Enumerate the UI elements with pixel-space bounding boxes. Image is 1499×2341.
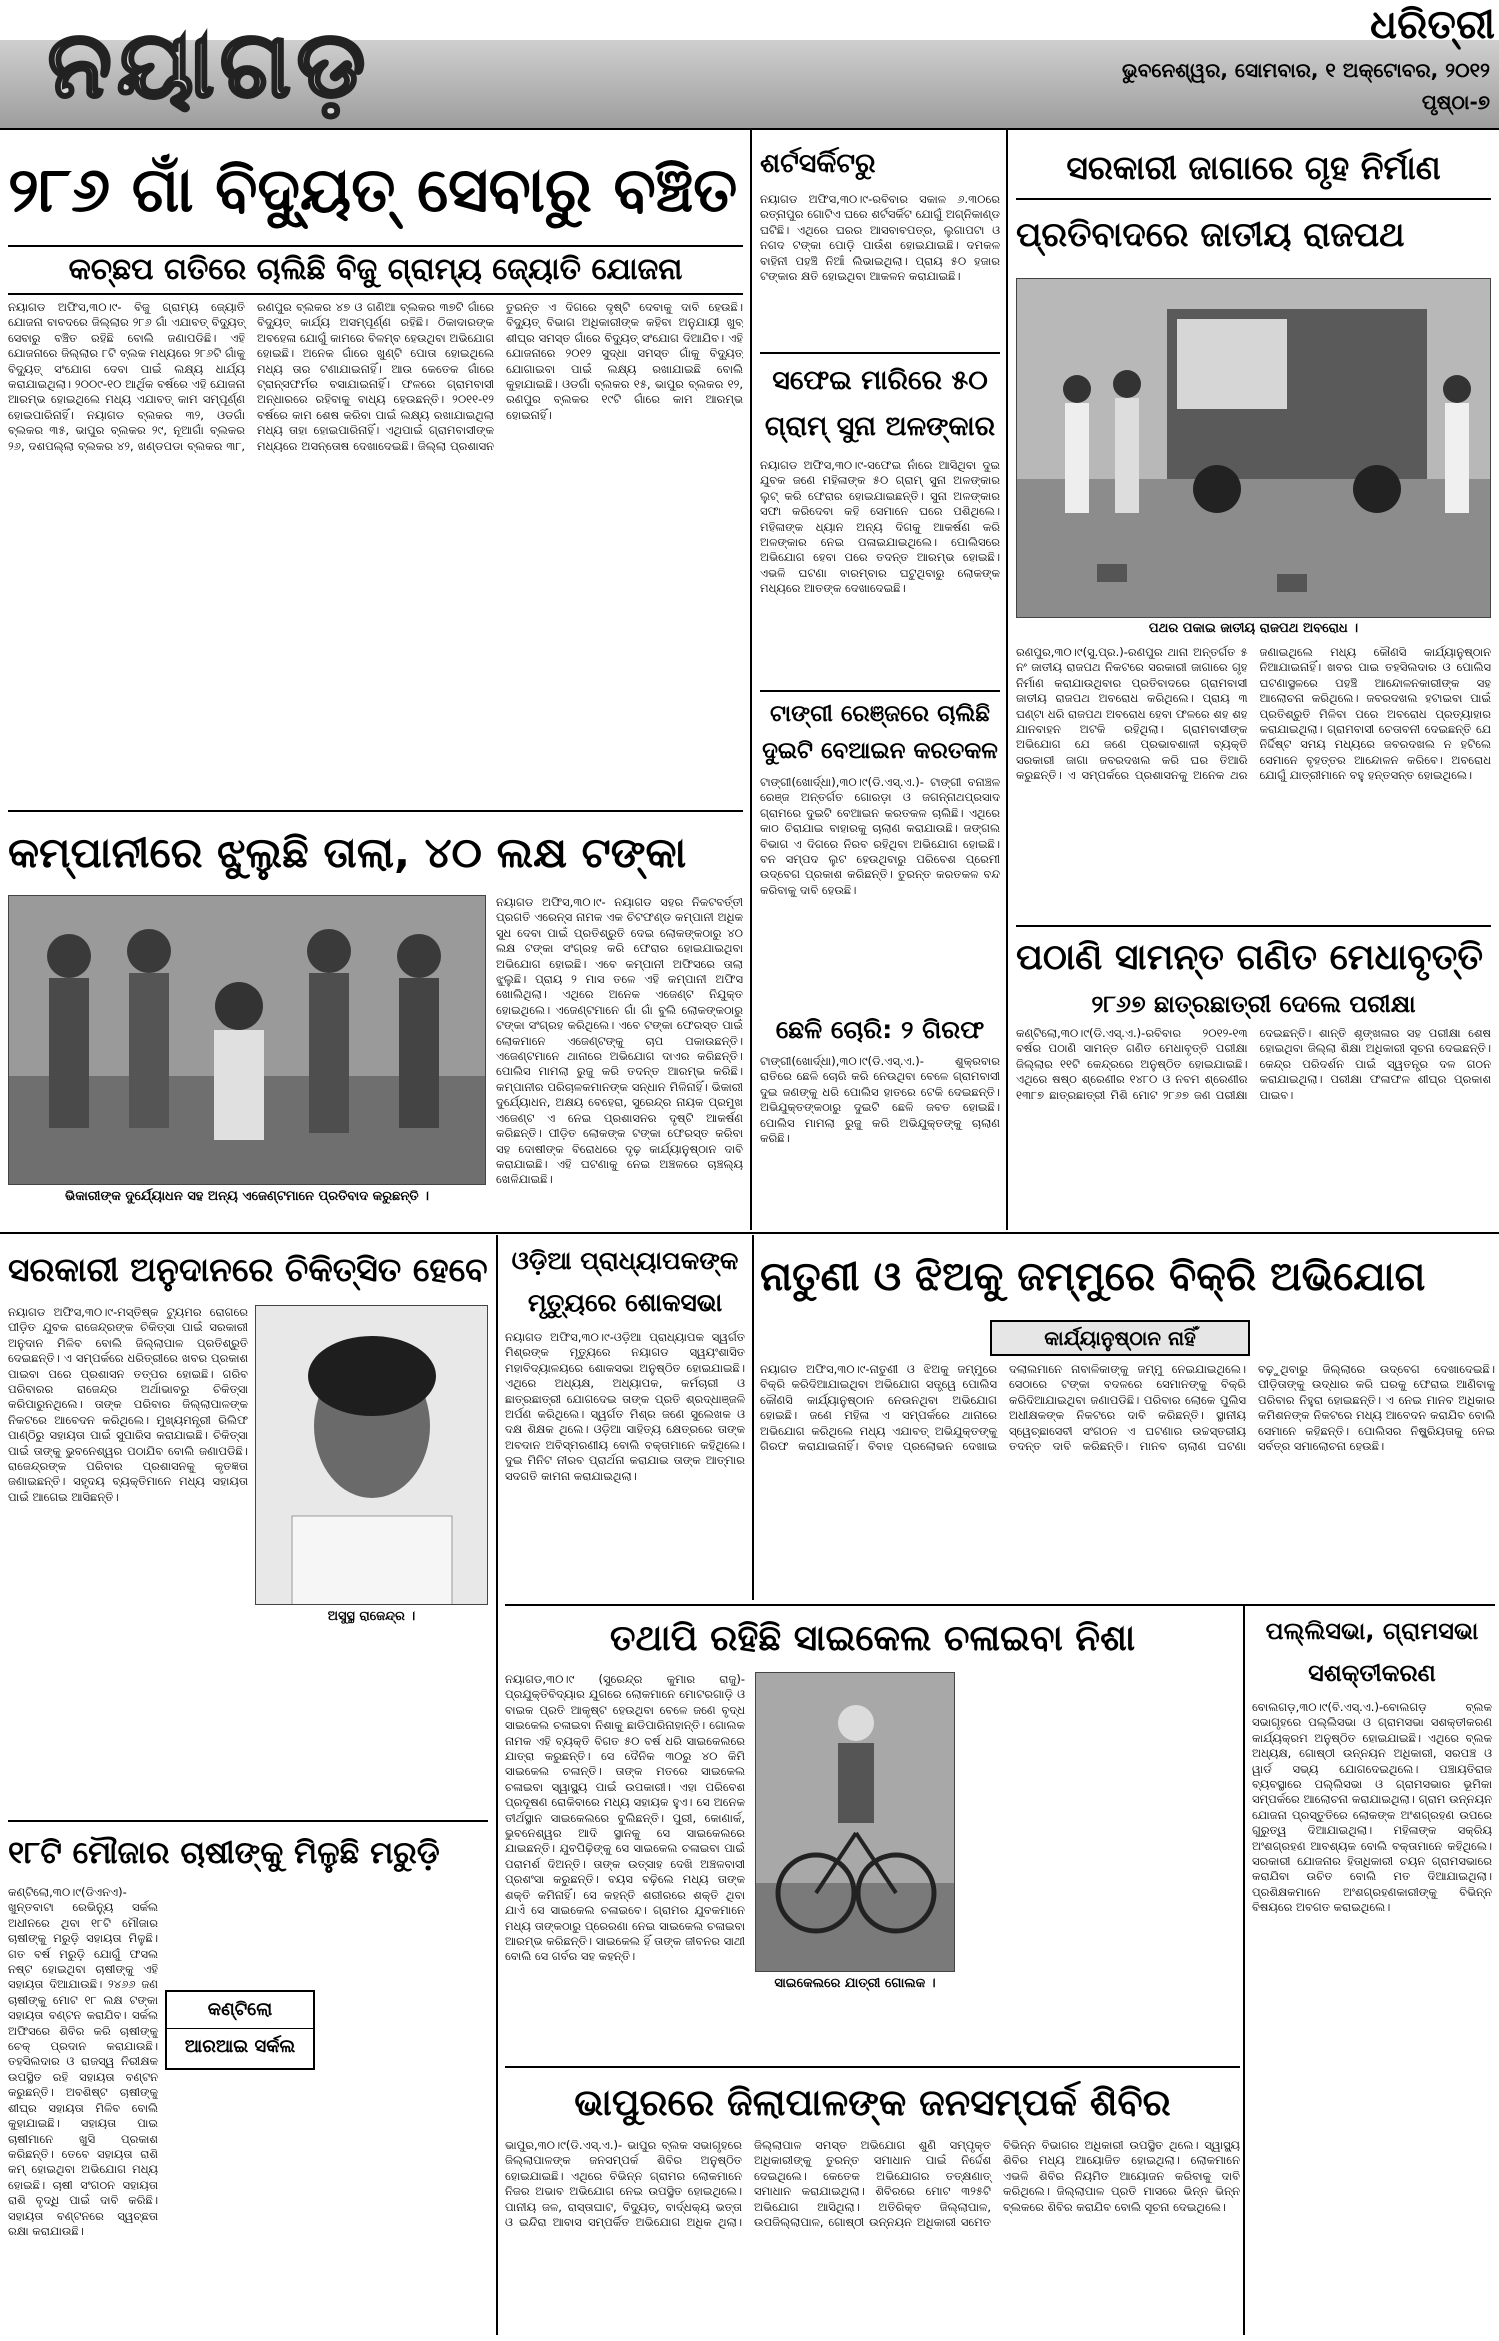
article-8-headline-box	[1016, 930, 1491, 985]
article-2-caption: ଭିକାରୀଙ୍କ ଦୁର୍ଯ୍ୟୋଧନ ସହ ଅନ୍ୟ ଏଜେଣ୍ଟମାନେ ପ୍ରତିବାଦ କରୁଛନ୍ତି ।	[65, 1189, 429, 1204]
article-6-headline: ଛେଳି ଚୋରି: ୨ ଗିରଫ	[775, 1015, 985, 1044]
article-9-photo	[255, 1305, 488, 1605]
article-16-headline-box	[505, 2072, 1240, 2134]
divider	[0, 1232, 1499, 1234]
column-rule	[496, 1235, 498, 2335]
article-16-headline: ଭାପୁରରେ ଜିଲାପାଳଙ୍କ ଜନସମ୍ପର୍କ ଶିବିର	[574, 2081, 1171, 2124]
article-2-headline-box	[8, 815, 743, 890]
divider	[8, 810, 743, 812]
article-6-headline-box	[760, 1010, 1000, 1050]
article-8-subhead: ୨୮୬୭ ଛାତ୍ରଛାତ୍ରୀ ଦେଲେ ପରୀକ୍ଷା	[1091, 990, 1416, 1018]
article-1-body: ନୟାଗଡ ଅଫିସ,୩୦।୯- ବିଜୁ ଗ୍ରାମ୍ୟ ଜ୍ୟୋତି ଯୋଜନା ବାବଦରେ ଜିଲ୍ଲାର ୨୮୬ ଗାଁ ଏଯାବତ୍ ବିଦ୍ୟୁତ୍ ସେବାରୁ ବଞ୍ଚିତ ରହିଛି ବୋଲି ଜଣାପଡିଛି। ଏହି ଯୋଜନାରେ ଜିଲ୍ଲାର ୮ଟି ବ୍ଲକ ମଧ୍ୟରେ ୨୮୬ଟି ଗାଁକୁ ବିଦ୍ୟୁତ୍ ସଂଯୋଗ ଦେବା ପାଇଁ ଲକ୍ଷ୍ୟ ଧାର୍ଯ୍ୟ କରାଯାଇଥିଲା। ୨୦୦୯-୧୦ ଆର୍ଥିକ ବର୍ଷରେ ଏହି ଯୋଜନା ଆରମ୍ଭ ହୋଇଥିଲେ ମଧ୍ୟ ଏଯାବତ୍ କାମ ସମ୍ପୂର୍ଣ୍ଣ ହୋଇପାରିନାହିଁ। ନୟାଗଡ ବ୍ଲକର ୩୨, ଓଡଗାଁ ବ୍ଲକର ୩୫, ଭାପୁର ବ୍ଲକର ୨୯, ନୂଆଗାଁ ବ୍ଲକର ୨୬, ଦଶପଲ୍ଲା ବ୍ଲକର ୪୨, ଖଣ୍ଡପଡା ବ୍ଲକର ୩୮, ରଣପୁର ବ୍ଲକର ୪୭ ଓ ଗଣିଆ ବ୍ଲକର ୩୭ଟି ଗାଁରେ ବିଦ୍ୟୁତ୍ କାର୍ଯ୍ୟ ଅସମ୍ପୂର୍ଣ୍ଣ ରହିଛି। ଠିକାଦାରଙ୍କ ଅବହେଳା ଯୋଗୁଁ କାମରେ ବିଳମ୍ବ ହେଉଥିବା ଅଭିଯୋଗ ହୋଇଛି। ଅନେକ ଗାଁରେ ଖୁଣ୍ଟି ପୋତା ହୋଇଥିଲେ ମଧ୍ୟ ତାର ଟଣାଯାଇନାହିଁ। ଆଉ କେତେକ ଗାଁରେ ଟ୍ରାନ୍ସଫର୍ମର ବସାଯାଇନାହିଁ। ଫଳରେ ଗ୍ରାମବାସୀ ଅନ୍ଧାରରେ ରହିବାକୁ ବାଧ୍ୟ ହେଉଛନ୍ତି। ୨୦୧୧-୧୨ ବର୍ଷରେ କାମ ଶେଷ କରିବା ପାଇଁ ଲକ୍ଷ୍ୟ ରଖାଯାଇଥିଲା ମଧ୍ୟ ତାହା ହୋଇପାରିନାହିଁ। ଏଥିପାଇଁ ଗ୍ରାମବାସୀଙ୍କ ମଧ୍ୟରେ ଅସନ୍ତୋଷ ଦେଖାଦେଇଛି। ଜିଲ୍ଲା ପ୍ରଶାସନ ତୁରନ୍ତ ଏ ଦିଗରେ ଦୃଷ୍ଟି ଦେବାକୁ ଦାବି ହେଉଛି। ବିଦ୍ୟୁତ୍ ବିଭାଗ ଅଧିକାରୀଙ୍କ କହିବା ଅନୁଯାୟୀ ଖୁବ୍ ଶୀଘ୍ର ସମସ୍ତ ଗାଁରେ ବିଦ୍ୟୁତ୍ ସଂଯୋଗ ଦିଆଯିବ। ଏହି ଯୋଜନାରେ ୨୦୧୨ ସୁଦ୍ଧା ସମସ୍ତ ଗାଁକୁ ବିଦ୍ୟୁତ୍ ଯୋଗାଇବା ପାଇଁ ଲକ୍ଷ୍ୟ ରଖାଯାଇଛି ବୋଲି କୁହାଯାଇଛି। ଓଡଗାଁ ବ୍ଲକର ୧୫, ଭାପୁର ବ୍ଲକର ୧୨, ରଣପୁର ବ୍ଲକର ୧୯ଟି ଗାଁରେ କାମ ଆରମ୍ଭ ହୋଇନାହିଁ।	[8, 300, 743, 453]
article-1-headline: ୨୮୬ ଗାଁ ବିଦ୍ୟୁତ୍ ସେବାରୁ ବଞ୍ଚିତ	[8, 153, 738, 226]
article-12-body: ନୟାଗଡ,୩୦।୯ (ସୁରେନ୍ଦ୍ର କୁମାର ରାଜୁ)- ପ୍ରଯୁକ୍ତିବିଦ୍ୟାର ଯୁଗରେ ଲୋକମାନେ ମୋଟରଗାଡ଼ି ଓ ବାଇକ ପ୍ରତି ଆକୃଷ୍ଟ ହେଉଥିବା ବେଳେ ଜଣେ ବୃଦ୍ଧ ସାଇକେଲ ଚଳାଇବା ନିଶାକୁ ଛାଡିପାରିନାହାନ୍ତି। ଗୋଲକ ନାମକ ଏହି ବ୍ୟକ୍ତି ବିଗତ ୫୦ ବର୍ଷ ଧରି ସାଇକେଲରେ ଯାତ୍ରା କରୁଛନ୍ତି। ସେ ଦୈନିକ ୩୦ରୁ ୪୦ କିମି ସାଇକେଲ ଚଳାନ୍ତି। ତାଙ୍କ ମତରେ ସାଇକେଲ ଚଳାଇବା ସ୍ୱାସ୍ଥ୍ୟ ପାଇଁ ଉପକାରୀ। ଏହା ପରିବେଶ ପ୍ରଦୂଷଣ ରୋକିବାରେ ମଧ୍ୟ ସହାୟକ ହୁଏ। ସେ ଅନେକ ତୀର୍ଥସ୍ଥାନ ସାଇକେଲରେ ବୁଲିଛନ୍ତି। ପୁରୀ, କୋଣାର୍କ, ଭୁବନେଶ୍ୱର ଆଦି ସ୍ଥାନକୁ ସେ ସାଇକେଲରେ ଯାଇଛନ୍ତି। ଯୁବପିଢ଼ିଙ୍କୁ ସେ ସାଇକେଲ ଚଳାଇବା ପାଇଁ ପରାମର୍ଶ ଦିଅନ୍ତି। ତାଙ୍କ ଉତ୍ସାହ ଦେଖି ଅଞ୍ଚଳବାସୀ ପ୍ରଶଂସା କରୁଛନ୍ତି। ବୟସ ବଢ଼ିଲେ ମଧ୍ୟ ତାଙ୍କ ଶକ୍ତି କମିନାହିଁ। ସେ କହନ୍ତି ଶରୀରରେ ଶକ୍ତି ଥିବା ଯାଏଁ ସେ ସାଇକେଲ ଚଳାଇବେ। ଗ୍ରାମର ଯୁବକମାନେ ମଧ୍ୟ ତାଙ୍କଠାରୁ ପ୍ରେରଣା ନେଇ ସାଇକେଲ ଚଳାଇବା ଆରମ୍ଭ କରିଛନ୍ତି। ସାଇକେଲ ହିଁ ତାଙ୍କ ଜୀବନର ସାଥୀ ବୋଲି ସେ ଗର୍ବର ସହ କହନ୍ତି।	[505, 1672, 745, 1964]
article-3-headline-box	[760, 140, 1000, 188]
article-10-body: ନୟାଗଡ ଅଫିସ,୩୦।୯-ଓଡ଼ିଆ ପ୍ରାଧ୍ୟାପକ ସ୍ୱର୍ଗତ ମିଶ୍ରଙ୍କ ମୃତ୍ୟୁରେ ନୟାଗଡ ସ୍ୱୟଂଶାସିତ ମହାବିଦ୍ୟାଳୟରେ ଶୋକସଭା ଅନୁଷ୍ଠିତ ହୋଇଯାଇଛି। ଏଥିରେ ଅଧ୍ୟକ୍ଷ, ଅଧ୍ୟାପକ, କର୍ମଚାରୀ ଓ ଛାତ୍ରଛାତ୍ରୀ ଯୋଗଦେଇ ତାଙ୍କ ପ୍ରତି ଶ୍ରଦ୍ଧାଞ୍ଜଳି ଅର୍ପଣ କରିଥିଲେ। ସ୍ୱର୍ଗତ ମିଶ୍ର ଜଣେ ସୁଲେଖକ ଓ ଦକ୍ଷ ଶିକ୍ଷକ ଥିଲେ। ଓଡ଼ିଆ ସାହିତ୍ୟ କ୍ଷେତ୍ରରେ ତାଙ୍କ ଅବଦାନ ଅବିସ୍ମରଣୀୟ ବୋଲି ବକ୍ତାମାନେ କହିଥିଲେ। ଦୁଇ ମିନିଟ ନୀରବ ପ୍ରାର୍ଥନା କରାଯାଇ ତାଙ୍କ ଆତ୍ମାର ସଦଗତି କାମନା କରାଯାଇଥିଲା।	[505, 1330, 745, 1483]
protest-photo-illustration	[9, 896, 486, 1185]
article-9-headline: ସରକାରୀ ଅନୁଦାନରେ ଚିକିତ୍ସିତ ହେବେ	[8, 1250, 488, 1289]
article-16-body: ଭାପୁର,୩୦।୯(ଡି.ଏସ୍.ଏ.)- ଭାପୁର ବ୍ଲକ ସଭାଗୃହରେ ଜିଲ୍ଲାପାଳଙ୍କ ଜନସମ୍ପର୍କ ଶିବିର ଅନୁଷ୍ଠିତ ହୋଇଯାଇଛି। ଏଥିରେ ବିଭିନ୍ନ ଗ୍ରାମର ଲୋକମାନେ ନିଜର ଅଭାବ ଅଭିଯୋଗ ନେଇ ଉପସ୍ଥିତ ହୋଇଥିଲେ। ପାନୀୟ ଜଳ, ରାସ୍ତାଘାଟ, ବିଦ୍ୟୁତ୍, ବାର୍ଦ୍ଧକ୍ୟ ଭତ୍ତା ଓ ଇନ୍ଦିରା ଆବାସ ସମ୍ପର୍କିତ ଅଭିଯୋଗ ଅଧିକ ଥିଲା। ଜିଲ୍ଲାପାଳ ସମସ୍ତ ଅଭିଯୋଗ ଶୁଣି ସମ୍ପୃକ୍ତ ଅଧିକାରୀଙ୍କୁ ତୁରନ୍ତ ସମାଧାନ ପାଇଁ ନିର୍ଦ୍ଦେଶ ଦେଇଥିଲେ। କେତେକ ଅଭିଯୋଗର ତତ୍କ୍ଷଣାତ୍ ସମାଧାନ କରାଯାଇଥିଲା। ଶିବିରରେ ମୋଟ ୩୨୫ଟି ଅଭିଯୋଗ ଆସିଥିଲା। ଅତିରିକ୍ତ ଜିଲ୍ଲାପାଳ, ଉପଜିଲ୍ଲାପାଳ, ଗୋଷ୍ଠୀ ଉନ୍ନୟନ ଅଧିକାରୀ ସମେତ ବିଭିନ୍ନ ବିଭାଗର ଅଧିକାରୀ ଉପସ୍ଥିତ ଥିଲେ। ସ୍ୱାସ୍ଥ୍ୟ ଶିବିର ମଧ୍ୟ ଆୟୋଜିତ ହୋଇଥିଲା। ଲୋକମାନେ ଏଭଳି ଶିବିର ନିୟମିତ ଆୟୋଜନ କରିବାକୁ ଦାବି କରିଥିଲେ। ଜିଲ୍ଲାପାଳ ପ୍ରତି ମାସରେ ଭିନ୍ନ ଭିନ୍ନ ବ୍ଲକରେ ଶିବିର କରାଯିବ ବୋଲି ସୂଚନା ଦେଇଥିଲେ।	[505, 2138, 1240, 2230]
article-6-body: ଟାଙ୍ଗୀ(ଖୋର୍ଦ୍ଧା),୩୦।୯(ଡି.ଏସ୍.ଏ.)- ଶୁକ୍ରବାର ରାତିରେ ଛେଳି ଚୋରି କରି ନେଉଥିବା ବେଳେ ଗ୍ରାମବାସୀ ଦୁଇ ଜଣଙ୍କୁ ଧରି ପୋଲିସ ହାତରେ ଟେକି ଦେଇଛନ୍ତି। ଅଭିଯୁକ୍ତଙ୍କଠାରୁ ଦୁଇଟି ଛେଳି ଜବତ ହୋଇଛି। ପୋଲିସ ମାମଲା ରୁଜୁ କରି ଅଭିଯୁକ୍ତଙ୍କୁ ଚାଲାଣ କରିଛି।	[760, 1054, 1000, 1146]
divider	[8, 1820, 488, 1822]
page-number: ପୃଷ୍ଠା-୭	[1421, 90, 1490, 114]
article-4-headline-box	[760, 358, 1000, 453]
divider	[505, 2066, 1240, 2068]
dateline: ଭୁବନେଶ୍ୱର, ସୋମବାର, ୧ ଅକ୍ଟୋବର, ୨୦୧୨	[1122, 58, 1490, 82]
article-7-subhead-box	[1016, 198, 1491, 270]
article-8-body: କଣ୍ଟିଲୋ,୩୦।୯(ଡି.ଏସ୍.ଏ.)-ରବିବାର ୨୦୧୨-୧୩ ବର୍ଷର ପଠାଣି ସାମନ୍ତ ଗଣିତ ମେଧାବୃତ୍ତି ପରୀକ୍ଷା ଜିଲ୍ଲାର ୧୧ଟି କେନ୍ଦ୍ରରେ ଅନୁଷ୍ଠିତ ହୋଇଯାଇଛି। ଏଥିରେ ଷଷ୍ଠ ଶ୍ରେଣୀର ୧୪୮୦ ଓ ନବମ ଶ୍ରେଣୀର ୧୩୮୭ ଛାତ୍ରଛାତ୍ରୀ ମିଶି ମୋଟ ୨୮୬୭ ଜଣ ପରୀକ୍ଷା ଦେଇଛନ୍ତି। ଶାନ୍ତି ଶୃଙ୍ଖଳାର ସହ ପରୀକ୍ଷା ଶେଷ ହୋଇଥିବା ଜିଲ୍ଲା ଶିକ୍ଷା ଅଧିକାରୀ ସୂଚନା ଦେଇଛନ୍ତି। କେନ୍ଦ୍ର ପରିଦର୍ଶନ ପାଇଁ ସ୍ୱତନ୍ତ୍ର ଦଳ ଗଠନ କରାଯାଇଥିଲା। ପରୀକ୍ଷା ଫଳାଫଳ ଶୀଘ୍ର ପ୍ରକାଶ ପାଇବ।	[1016, 1026, 1491, 1102]
article-9-body: ନୟାଗଡ ଅଫିସ,୩୦।୯-ମସ୍ତିଷ୍କ ଟ୍ୟୁମର ରୋଗରେ ପୀଡ଼ିତ ଯୁବକ ରାଜେନ୍ଦ୍ରଙ୍କ ଚିକିତ୍ସା ପାଇଁ ସରକାରୀ ଅନୁଦାନ ମିଳିବ ବୋଲି ଜିଲ୍ଲାପାଳ ପ୍ରତିଶ୍ରୁତି ଦେଇଛନ୍ତି। ଏ ସମ୍ପର୍କରେ ଧରିତ୍ରୀରେ ଖବର ପ୍ରକାଶ ପାଇବା ପରେ ପ୍ରଶାସନ ତତ୍ପର ହୋଇଛି। ଗରିବ ପରିବାରର ରାଜେନ୍ଦ୍ର ଅର୍ଥାଭାବରୁ ଚିକିତ୍ସା କରିପାରୁନଥିଲେ। ତାଙ୍କ ପରିବାର ଜିଲ୍ଲାପାଳଙ୍କ ନିକଟରେ ଆବେଦନ କରିଥିଲେ। ମୁଖ୍ୟମନ୍ତ୍ରୀ ରିଲିଫ ପାଣ୍ଠିରୁ ସହାୟତା ପାଇଁ ସୁପାରିସ କରାଯାଇଛି। ଚିକିତ୍ସା ପାଇଁ ତାଙ୍କୁ ଭୁବନେଶ୍ୱର ପଠାଯିବ ବୋଲି ଜଣାପଡିଛି। ରାଜେନ୍ଦ୍ରଙ୍କ ପରିବାର ପ୍ରଶାସନକୁ କୃତଜ୍ଞତା ଜଣାଇଛନ୍ତି। ସହୃଦୟ ବ୍ୟକ୍ତିମାନେ ମଧ୍ୟ ସହାୟତା ପାଇଁ ଆଗେଇ ଆସିଛନ୍ତି।	[8, 1305, 248, 1504]
section-title: ନୟାଗଡ଼	[48, 11, 372, 118]
column-rule	[752, 1235, 754, 1600]
kantilo-label: କଣ୍ଟିଲୋ	[207, 1999, 273, 2020]
article-14-body-continued	[165, 1885, 488, 1985]
article-12-headline: ତଥାପି ରହିଛି ସାଇକେଲ ଚଳାଇବା ନିଶା	[609, 1618, 1136, 1659]
article-5-headline-box	[760, 696, 1000, 771]
article-11-subhead: କାର୍ଯ୍ୟାନୁଷ୍ଠାନ ନାହିଁ	[1044, 1326, 1196, 1350]
article-10-headline-box	[505, 1240, 745, 1325]
newspaper-name: ଧରିତ୍ରୀ	[1370, 2, 1495, 48]
article-11-body: ନୟାଗଡ ଅଫିସ,୩୦।୯-ନାତୁଣୀ ଓ ଝିଅକୁ ଜମ୍ମୁରେ ବିକ୍ରି କରିଦିଆଯାଇଥିବା ଅଭିଯୋଗ ସତ୍ତ୍ୱେ ପୋଲିସ କୌଣସି କାର୍ଯ୍ୟାନୁଷ୍ଠାନ ନେଉନଥିବା ଅଭିଯୋଗ ହୋଇଛି। ଜଣେ ମହିଳା ଏ ସମ୍ପର୍କରେ ଥାନାରେ ଅଭିଯୋଗ କରିଥିଲେ ମଧ୍ୟ ଏଯାବତ୍ ଅଭିଯୁକ୍ତଙ୍କୁ ଗିରଫ କରାଯାଇନାହିଁ। ବିବାହ ପ୍ରଲୋଭନ ଦେଖାଇ ଦଲାଲମାନେ ନାବାଳିକାଙ୍କୁ ଜମ୍ମୁ ନେଇଯାଇଥିଲେ। ସେଠାରେ ଟଙ୍କା ବଦଳରେ ସେମାନଙ୍କୁ ବିକ୍ରି କରିଦିଆଯାଇଥିବା ଜଣାପଡିଛି। ପରିବାର ଲୋକେ ପୁଲିସ ଅଧୀକ୍ଷକଙ୍କ ନିକଟରେ ଦାବି କରିଛନ୍ତି। ସ୍ଥାନୀୟ ସ୍ୱେଚ୍ଛାସେବୀ ସଂଗଠନ ଏ ଘଟଣାର ଉଚ୍ଚସ୍ତରୀୟ ତଦନ୍ତ ଦାବି କରିଛନ୍ତି। ମାନବ ଚାଲାଣ ଘଟଣା ବଢ଼ୁଥିବାରୁ ଜିଲ୍ଲାରେ ଉଦ୍‌ବେଗ ଦେଖାଦେଇଛି। ପୀଡ଼ିତାଙ୍କୁ ଉଦ୍ଧାର କରି ଘରକୁ ଫେରାଇ ଆଣିବାକୁ ପରିବାର ନିହୁରା ହୋଇଛନ୍ତି। ଏ ନେଇ ମାନବ ଅଧିକାର କମିଶନଙ୍କ ନିକଟରେ ମଧ୍ୟ ଆବେଦନ କରାଯିବ ବୋଲି ସେମାନେ କହିଛନ୍ତି। ପୋଲିସର ନିଷ୍କ୍ରିୟତାକୁ ନେଇ ସର୍ବତ୍ର ସମାଲୋଚନା ହେଉଛି।	[760, 1362, 1495, 1454]
divider	[505, 1604, 1495, 1606]
article-8-headline: ପଠାଣି ସାମନ୍ତ ଗଣିତ ମେଧାବୃତ୍ତି	[1016, 937, 1484, 978]
article-13-headline-box	[1252, 1610, 1492, 1695]
divider	[760, 690, 1000, 692]
article-14-headline-box	[8, 1826, 488, 1881]
article-12-headline-box	[505, 1610, 1240, 1668]
column-rule	[750, 130, 752, 1230]
article-5-headline: ଟାଙ୍ଗୀ ରେଞ୍ଜରେ ଚାଲିଛି ଦୁଇଟି ବେଆଇନ କରତକଳ	[762, 701, 998, 764]
article-9-headline-box	[8, 1240, 488, 1300]
article-7-subhead: ପ୍ରତିବାଦରେ ଜାତୀୟ ରାଜପଥ	[1016, 215, 1405, 255]
article-12-caption: ସାଇକେଲରେ ଯାତ୍ରୀ ଗୋଲକ ।	[774, 1976, 936, 1991]
article-7-photo	[1016, 278, 1491, 618]
divider	[760, 352, 1000, 354]
article-7-headline-box	[1016, 140, 1491, 195]
divider	[1016, 925, 1491, 927]
article-11-headline-box	[760, 1240, 1495, 1315]
article-12-photo	[755, 1672, 955, 1972]
article-14-body: କଣ୍ଟିଲୋ,୩୦।୯(ଡିଏନଏ)- ଖୁନ୍ତବାଟା ରେଭିନ୍ୟୁ ସର୍କଲ ଅଧୀନରେ ଥିବା ୧୮ଟି ମୌଜାର ଚାଷୀଙ୍କୁ ମରୁଡ଼ି ସହାୟତା ମିଳୁଛି। ଗତ ବର୍ଷ ମରୁଡ଼ି ଯୋଗୁଁ ଫସଲ ନଷ୍ଟ ହୋଇଥିବା ଚାଷୀଙ୍କୁ ଏହି ସହାୟତା ଦିଆଯାଉଛି। ୨୪୬୬ ଜଣ ଚାଷୀଙ୍କୁ ମୋଟ ୧୮ ଲକ୍ଷ ଟଙ୍କା ସହାୟତା ବଣ୍ଟନ କରାଯିବ। ସର୍କଲ ଅଫିସରେ ଶିବିର କରି ଚାଷୀଙ୍କୁ ଚେକ୍ ପ୍ରଦାନ କରାଯାଉଛି। ତହସିଲଦାର ଓ ରାଜସ୍ୱ ନିରୀକ୍ଷକ ଉପସ୍ଥିତ ରହି ସହାୟତା ବଣ୍ଟନ କରୁଛନ୍ତି। ଅବଶିଷ୍ଟ ଚାଷୀଙ୍କୁ ଶୀଘ୍ର ସହାୟତା ମିଳିବ ବୋଲି କୁହାଯାଇଛି। ସହାୟତା ପାଇ ଚାଷୀମାନେ ଖୁସି ପ୍ରକାଶ କରିଛନ୍ତି। ତେବେ ସହାୟତା ରାଶି କମ୍ ହୋଇଥିବା ଅଭିଯୋଗ ମଧ୍ୟ ହୋଇଛି। ଚାଷୀ ସଂଗଠନ ସହାୟତା ରାଶି ବୃଦ୍ଧି ପାଇଁ ଦାବି କରିଛି। ସହାୟତା ବଣ୍ଟନରେ ସ୍ୱଚ୍ଛତା ରକ୍ଷା କରାଯାଉଛି।	[8, 1885, 158, 2238]
article-2-headline: କମ୍ପାନୀରେ ଝୁଲୁଛି ତାଲା, ୪୦ ଲକ୍ଷ ଟଙ୍କା	[8, 828, 687, 877]
article-12-body-right	[965, 1672, 1235, 2062]
article-1-subhead-box	[8, 245, 743, 295]
article-1-subhead: କଚ୍ଛପ ଗତିରେ ଚାଲିଛି ବିଜୁ ଗ୍ରାମ୍ୟ ଜ୍ୟୋତି ଯୋଜନା	[68, 252, 683, 287]
article-1-headline-box	[8, 140, 743, 240]
cyclist-photo-illustration	[756, 1673, 955, 1972]
article-7-body: ରଣପୁର,୩୦।୯(ସୁ.ପ୍ର.)-ରଣପୁର ଥାନା ଅନ୍ତର୍ଗତ ୫ ନଂ ଜାତୀୟ ରାଜପଥ ନିକଟରେ ସରକାରୀ ଜାଗାରେ ଗୃହ ନିର୍ମାଣ କରାଯାଉଥିବାର ପ୍ରତିବାଦରେ ଗ୍ରାମବାସୀ ଜାତୀୟ ରାଜପଥ ଅବରୋଧ କରିଥିଲେ। ପ୍ରାୟ ୩ ଘଣ୍ଟା ଧରି ରାଜପଥ ଅବରୋଧ ହେବା ଫଳରେ ଶହ ଶହ ଯାନବାହନ ଅଟକି ରହିଥିଲା। ଗ୍ରାମବାସୀଙ୍କ ଅଭିଯୋଗ ଯେ ଜଣେ ପ୍ରଭାବଶାଳୀ ବ୍ୟକ୍ତି ସରକାରୀ ଜାଗା ଜବରଦଖଲ କରି ଘର ତିଆରି କରୁଛନ୍ତି। ଏ ସମ୍ପର୍କରେ ପ୍ରଶାସନକୁ ଅନେକ ଥର ଜଣାଇଥିଲେ ମଧ୍ୟ କୌଣସି କାର୍ଯ୍ୟାନୁଷ୍ଠାନ ନିଆଯାଇନାହିଁ। ଖବର ପାଇ ତହସିଲଦାର ଓ ପୋଲିସ ଘଟଣାସ୍ଥଳରେ ପହଞ୍ଚି ଆନ୍ଦୋଳନକାରୀଙ୍କ ସହ ଆଲୋଚନା କରିଥିଲେ। ଜବରଦଖଲ ହଟାଇବା ପାଇଁ ପ୍ରତିଶ୍ରୁତି ମିଳିବା ପରେ ଅବରୋଧ ପ୍ରତ୍ୟାହାର କରାଯାଇଥିଲା। ଗ୍ରାମବାସୀ ଚେତାବନୀ ଦେଇଛନ୍ତି ଯେ ନିର୍ଦ୍ଦିଷ୍ଟ ସମୟ ମଧ୍ୟରେ ଜବରଦଖଲ ନ ହଟିଲେ ସେମାନେ ବୃହତ୍ତର ଆନ୍ଦୋଳନ କରିବେ। ଅବରୋଧ ଯୋଗୁଁ ଯାତ୍ରୀମାନେ ବହୁ ହନ୍ତସନ୍ତ ହୋଇଥିଲେ।	[1016, 645, 1491, 783]
article-13-headline: ପଲ୍ଲିସଭା, ଗ୍ରାମସଭା ସଶକ୍ତୀକରଣ	[1265, 1617, 1479, 1687]
column-rule	[1243, 1605, 1245, 2335]
article-2-photo	[8, 895, 486, 1185]
article-11-kicker-box	[990, 1320, 1250, 1356]
kantilo-ri-circle-box	[165, 1990, 315, 2070]
article-4-headline: ସଫେଇ ମାରିରେ ୫୦ ଗ୍ରାମ୍ ସୁନା ଅଳଙ୍କାର	[764, 365, 996, 442]
article-14-headline: ୧୮ଟି ମୌଜାର ଚାଷୀଙ୍କୁ ମିଳୁଛି ମରୁଡ଼ି	[8, 1835, 440, 1871]
article-7-headline: ସରକାରୀ ଜାଗାରେ ଗୃହ ନିର୍ମାଣ	[1066, 148, 1441, 187]
article-3-body: ନୟାଗଡ ଅଫିସ,୩୦।୯-ରବିବାର ସକାଳ ୬.୩୦ରେ ରତ୍ନାପୁର ଗୋଟିଏ ଘରେ ଶର୍ଟସର୍କିଟ ଯୋଗୁଁ ଅଗ୍ନିକାଣ୍ଡ ଘଟିଛି। ଏଥିରେ ଘରର ଆସବାବପତ୍ର, ଲୁଗାପଟା ଓ ନଗଦ ଟଙ୍କା ପୋଡ଼ି ପାଉଁଶ ହୋଇଯାଇଛି। ଦମକଳ ବାହିନୀ ପହଞ୍ଚି ନିଆଁ ଲିଭାଇଥିଲା। ପ୍ରାୟ ୫୦ ହଜାର ଟଙ୍କାର କ୍ଷତି ହୋଇଥିବା ଆକଳନ କରାଯାଇଛି।	[760, 192, 1000, 284]
article-9-caption: ଅସୁସ୍ଥ ରାଜେନ୍ଦ୍ର ।	[327, 1609, 416, 1624]
article-14-body-right	[325, 2075, 488, 2335]
article-8-subhead-box	[1016, 986, 1491, 1022]
article-10-headline: ଓଡ଼ିଆ ପ୍ରାଧ୍ୟାପକଙ୍କ ମୃତ୍ୟୁରେ ଶୋକସଭା	[511, 1246, 739, 1317]
blockade-photo-illustration	[1017, 279, 1491, 618]
article-11-headline: ନାତୁଣୀ ଓ ଝିଅକୁ ଜମ୍ମୁରେ ବିକ୍ରି ଅଭିଯୋଗ	[760, 1254, 1426, 1300]
article-7-caption: ପଥର ପକାଇ ଜାତୀୟ ରାଜପଥ ଅବରୋଧ ।	[1148, 621, 1359, 636]
ri-circle-label: ଆରଆଇ ସର୍କଲ	[167, 2028, 313, 2065]
article-13-body: ବୋଲଗଡ଼,୩୦।୯(ବି.ଏସ୍.ଏ.)-ବୋଲଗଡ଼ ବ୍ଲକ ସଭାଗୃହରେ ପଲ୍ଲିସଭା ଓ ଗ୍ରାମସଭା ସଶକ୍ତୀକରଣ କାର୍ଯ୍ୟକ୍ରମ ଅନୁଷ୍ଠିତ ହୋଇଯାଇଛି। ଏଥିରେ ବ୍ଲକ ଅଧ୍ୟକ୍ଷ, ଗୋଷ୍ଠୀ ଉନ୍ନୟନ ଅଧିକାରୀ, ସରପଞ୍ଚ ଓ ୱାର୍ଡ ସଭ୍ୟ ଯୋଗଦେଇଥିଲେ। ପଞ୍ଚାୟତିରାଜ ବ୍ୟବସ୍ଥାରେ ପଲ୍ଲିସଭା ଓ ଗ୍ରାମସଭାର ଭୂମିକା ସମ୍ପର୍କରେ ଆଲୋଚନା କରାଯାଇଥିଲା। ଗ୍ରାମ ଉନ୍ନୟନ ଯୋଜନା ପ୍ରସ୍ତୁତିରେ ଲୋକଙ୍କ ଅଂଶଗ୍ରହଣ ଉପରେ ଗୁରୁତ୍ୱ ଦିଆଯାଇଥିଲା। ମହିଳାଙ୍କ ସକ୍ରିୟ ଅଂଶଗ୍ରହଣ ଆବଶ୍ୟକ ବୋଲି ବକ୍ତାମାନେ କହିଥିଲେ। ସରକାରୀ ଯୋଜନାର ହିତାଧିକାରୀ ଚୟନ ଗ୍ରାମସଭାରେ କରାଯିବା ଉଚିତ ବୋଲି ମତ ଦିଆଯାଇଥିଲା। ପ୍ରଶିକ୍ଷକମାନେ ଅଂଶଗ୍ରହଣକାରୀଙ୍କୁ ବିଭିନ୍ନ ବିଷୟରେ ଅବଗତ କରାଇଥିଲେ।	[1252, 1700, 1492, 1915]
article-5-body: ଟାଙ୍ଗୀ(ଖୋର୍ଦ୍ଧା),୩୦।୯(ଡି.ଏସ୍.ଏ.)- ଟାଙ୍ଗୀ ବନାଞ୍ଚଳ ରେଞ୍ଜ ଅନ୍ତର୍ଗତ ଗୋରଡ଼ା ଓ ଜଗନ୍ନାଥପ୍ରସାଦ ଗ୍ରାମରେ ଦୁଇଟି ବେଆଇନ କରତକଳ ଚାଲିଛି। ଏଥିରେ କାଠ ଚିରାଯାଇ ବାହାରକୁ ଚାଲାଣ କରାଯାଉଛି। ଜଙ୍ଗଲ ବିଭାଗ ଏ ଦିଗରେ ନିରବ ରହିଥିବା ଅଭିଯୋଗ ହୋଇଛି। ବନ ସମ୍ପଦ ଲୁଟ ହେଉଥିବାରୁ ପରିବେଶ ପ୍ରେମୀ ଉଦ୍‌ବେଗ ପ୍ରକାଶ କରିଛନ୍ତି। ତୁରନ୍ତ କରତକଳ ବନ୍ଦ କରିବାକୁ ଦାବି ହେଉଛି।	[760, 775, 1000, 897]
portrait-photo-illustration	[256, 1306, 488, 1605]
column-rule	[1006, 130, 1008, 1230]
article-3-headline: ଶର୍ଟସର୍କିଟରୁ	[760, 148, 876, 179]
article-2-body-right: ନୟାଗଡ ଅଫିସ,୩୦।୯- ନୟାଗଡ ସହର ନିକଟବର୍ତ୍ତୀ ପ୍ରଗତି ଏରେନ୍ସ ନାମକ ଏକ ଚିଟଫଣ୍ଡ କମ୍ପାନୀ ଅଧିକ ସୁଧ ଦେବା ପାଇଁ ପ୍ରତିଶ୍ରୁତି ଦେଇ ଲୋକଙ୍କଠାରୁ ୪୦ ଲକ୍ଷ ଟଙ୍କା ସଂଗ୍ରହ କରି ଫେରାର ହୋଇଯାଇଥିବା ଅଭିଯୋଗ ହୋଇଛି। ଏବେ କମ୍ପାନୀ ଅଫିସରେ ତାଲା ଝୁଲୁଛି। ପ୍ରାୟ ୨ ମାସ ତଳେ ଏହି କମ୍ପାନୀ ଅଫିସ ଖୋଲିଥିଲା। ଏଥିରେ ଅନେକ ଏଜେଣ୍ଟ ନିଯୁକ୍ତ ହୋଇଥିଲେ। ଏଜେଣ୍ଟମାନେ ଗାଁ ଗାଁ ବୁଲି ଲୋକଙ୍କଠାରୁ ଟଙ୍କା ସଂଗ୍ରହ କରିଥିଲେ। ଏବେ ଟଙ୍କା ଫେରସ୍ତ ପାଇଁ ଲୋକମାନେ ଏଜେଣ୍ଟଙ୍କୁ ଚାପ ପକାଉଛନ୍ତି। ଏଜେଣ୍ଟମାନେ ଥାନାରେ ଅଭିଯୋଗ ଦାଏର କରିଛନ୍ତି। ପୋଲିସ ମାମଲା ରୁଜୁ କରି ତଦନ୍ତ ଆରମ୍ଭ କରିଛି। କମ୍ପାନୀର ପରିଚାଳକମାନଙ୍କ ସନ୍ଧାନ ମିଳିନାହିଁ। ଭିକାରୀ ଦୁର୍ଯ୍ୟୋଧନ, ଅକ୍ଷୟ ବେହେରା, ସୁରେନ୍ଦ୍ର ନାୟକ ପ୍ରମୁଖ ଏଜେଣ୍ଟ ଏ ନେଇ ପ୍ରଶାସନର ଦୃଷ୍ଟି ଆକର୍ଷଣ କରିଛନ୍ତି। ପୀଡ଼ିତ ଲୋକଙ୍କ ଟଙ୍କା ଫେରସ୍ତ କରିବା ସହ ଦୋଷୀଙ୍କ ବିରୋଧରେ ଦୃଢ଼ କାର୍ଯ୍ୟାନୁଷ୍ଠାନ ଦାବି କରାଯାଇଛି। ଏହି ଘଟଣାକୁ ନେଇ ଅଞ୍ଚଳରେ ଚାଞ୍ଚଲ୍ୟ ଖେଳିଯାଇଛି।	[496, 895, 743, 1187]
article-4-body: ନୟାଗଡ ଅଫିସ,୩୦।୯-ସଫେଇ ନାଁରେ ଆସିଥିବା ଦୁଇ ଯୁବକ ଜଣେ ମହିଳାଙ୍କ ୫୦ ଗ୍ରାମ୍ ସୁନା ଅଳଙ୍କାର ଲୁଟ୍ କରି ଫେରାର ହୋଇଯାଇଛନ୍ତି। ସୁନା ଅଳଙ୍କାର ସଫା କରିଦେବା କହି ସେମାନେ ଘରେ ପଶିଥିଲେ। ମହିଳାଙ୍କ ଧ୍ୟାନ ଅନ୍ୟ ଦିଗକୁ ଆକର୍ଷଣ କରି ଅଳଙ୍କାର ନେଇ ପଳାଇଯାଇଥିଲେ। ପୋଲିସରେ ଅଭିଯୋଗ ହେବା ପରେ ତଦନ୍ତ ଆରମ୍ଭ ହୋଇଛି। ଏଭଳି ଘଟଣା ବାରମ୍ବାର ଘଟୁଥିବାରୁ ଲୋକଙ୍କ ମଧ୍ୟରେ ଆତଙ୍କ ଦେଖାଦେଇଛି।	[760, 458, 1000, 596]
